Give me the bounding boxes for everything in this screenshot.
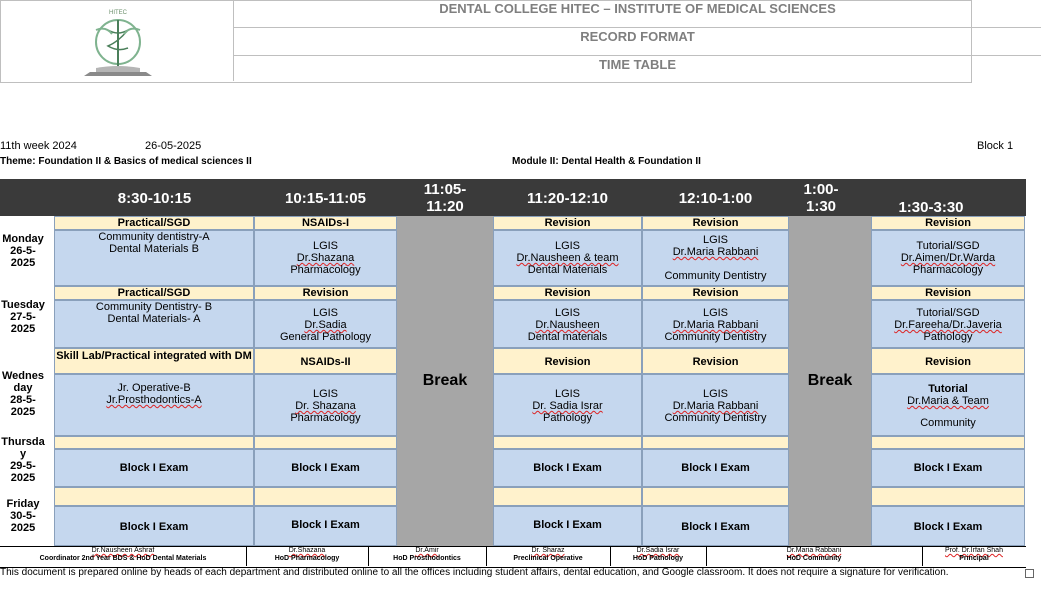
exam-cell: Block I Exam: [871, 506, 1025, 546]
college-logo: [0, 0, 234, 81]
slot-type: Revision: [871, 348, 1025, 374]
date-label: 26-05-2025: [145, 140, 202, 152]
slot-header: 1:30-3:30: [871, 199, 991, 216]
slot-type: Practical/SGD: [54, 286, 254, 300]
exam-cell: Block I Exam: [54, 449, 254, 487]
session-cell: LGIS Dr.Sadia General Pathology: [254, 300, 397, 348]
slot-type-empty: [54, 487, 254, 506]
module-label: Module II: Dental Health & Foundation II: [512, 156, 701, 167]
doc-title-row: TIME TABLE: [598, 57, 677, 72]
session-cell: LGIS Dr.Maria Rabbani Community Dentistry: [642, 230, 789, 286]
session-cell: LGIS Dr.Nausheen & team Dental Materials: [493, 230, 642, 286]
slot-header: 1:00- 1:30: [789, 181, 853, 215]
slot-type: Revision: [642, 286, 789, 300]
slot-type-empty: [254, 436, 397, 449]
slot-type-empty: [493, 487, 642, 506]
session-cell: Community Dentistry- B Dental Materials- A: [54, 300, 254, 348]
slot-type: Revision: [493, 216, 642, 230]
signature-cell: Dr.Maria Rabbani HoD Community: [706, 547, 923, 566]
break-column: Break: [789, 216, 871, 546]
slot-header: 11:20-12:10: [493, 190, 642, 207]
slot-type: NSAIDs-I: [254, 216, 397, 230]
slot-type: Practical/SGD: [54, 216, 254, 230]
slot-type: NSAIDs-II: [254, 348, 397, 374]
exam-cell: Block I Exam: [493, 506, 642, 546]
session-cell: Community dentistry-A Dental Materials B: [54, 230, 254, 286]
day-label-wednesday: Wednes day 28-5- 2025: [2, 370, 44, 418]
day-label-tuesday: Tuesday 27-5- 2025: [1, 299, 45, 335]
record-format-row: RECORD FORMAT: [234, 28, 1041, 56]
session-cell: LGIS Dr.Maria Rabbani Community Dentistry: [642, 300, 789, 348]
break-column: Break: [397, 216, 493, 546]
slot-header: 10:15-11:05: [254, 190, 397, 207]
footer-note: This document is prepared online by heads of each department and distributed online to all the offices including student affairs, dental education, and Google classroom. It does not require a signature for verification.: [0, 567, 949, 578]
slot-type: Revision: [871, 286, 1025, 300]
slot-type-empty: [871, 436, 1025, 449]
signature-cell: Prof. Dr.Irfan Shah Principal: [945, 547, 1003, 562]
exam-cell: Block I Exam: [642, 449, 789, 487]
week-label: 11th week 2024: [0, 140, 77, 152]
slot-type-empty: [493, 436, 642, 449]
slot-type-empty: [871, 487, 1025, 506]
session-cell: LGIS Dr. Shazana Pharmacology: [254, 374, 397, 436]
signature-cell: Dr. Sharaz Preclinical Operative: [486, 547, 611, 566]
exam-cell: Block I Exam: [254, 449, 397, 487]
slot-type: Revision: [642, 216, 789, 230]
slot-type: Revision: [493, 348, 642, 374]
signature-cell: Dr.Nausheen Ashraf Coordinator 2nd Year BDS & HoD Dental Materials: [0, 547, 247, 566]
slot-type: Revision: [493, 286, 642, 300]
theme-label: Theme: Foundation II & Basics of medical sciences II: [0, 156, 252, 167]
day-label-thursday: Thursda y 29-5- 2025: [1, 436, 45, 484]
signature-cell: Dr.Shazana HoD Pharmacology: [246, 547, 369, 566]
signature-cell: Dr.Amir HoD Prosthodontics: [368, 547, 487, 566]
session-cell: LGIS Dr.Shazana Pharmacology: [254, 230, 397, 286]
document-header: [0, 0, 972, 83]
exam-cell: Block I Exam: [642, 506, 789, 546]
exam-cell: Block I Exam: [871, 449, 1025, 487]
slot-header: 12:10-1:00: [642, 190, 789, 207]
college-name-row: DENTAL COLLEGE HITEC – INSTITUTE OF MEDICAL SCIENCES: [234, 0, 1041, 28]
session-cell: Tutorial Dr.Maria & Team Community: [871, 374, 1025, 436]
session-cell: LGIS Dr.Nausheen Dental materials: [493, 300, 642, 348]
slot-type-empty: [642, 487, 789, 506]
slot-type: Revision: [871, 216, 1025, 230]
slot-type-empty: [254, 487, 397, 506]
day-label-friday: Friday 30-5- 2025: [6, 498, 40, 534]
slot-header: 8:30-10:15: [55, 190, 254, 207]
slot-type-empty: [54, 436, 254, 449]
slot-type: Skill Lab/Practical integrated with DM: [54, 348, 254, 374]
checkbox-icon: [1025, 569, 1034, 578]
block-label: Block 1: [977, 140, 1014, 152]
caduceus-logo-icon: [0, 0, 233, 81]
signature-cell: Dr.Sadia Israr HoD Pathology: [610, 547, 707, 566]
day-label-monday: Monday 26-5- 2025: [2, 233, 44, 269]
session-cell: Tutorial/SGD Dr.Aimen/Dr.Warda Pharmacology: [871, 230, 1025, 286]
exam-cell: Block I Exam: [54, 506, 254, 546]
slot-type: Revision: [642, 348, 789, 374]
slot-type: Revision: [254, 286, 397, 300]
svg-text:HITEC: HITEC: [109, 10, 127, 16]
session-cell: LGIS Dr.Maria Rabbani Community Dentistry: [642, 374, 789, 436]
slot-type-empty: [642, 436, 789, 449]
slot-header: 11:05- 11:20: [397, 181, 493, 215]
session-cell: Jr. Operative-B Jr.Prosthodontics-A: [54, 374, 254, 436]
exam-cell: Block I Exam: [493, 449, 642, 487]
session-cell: LGIS Dr. Sadia Israr Pathology: [493, 374, 642, 436]
session-cell: Tutorial/SGD Dr.Fareeha/Dr.Javeria Pathology: [871, 300, 1025, 348]
exam-cell: Block I Exam: [254, 506, 397, 546]
